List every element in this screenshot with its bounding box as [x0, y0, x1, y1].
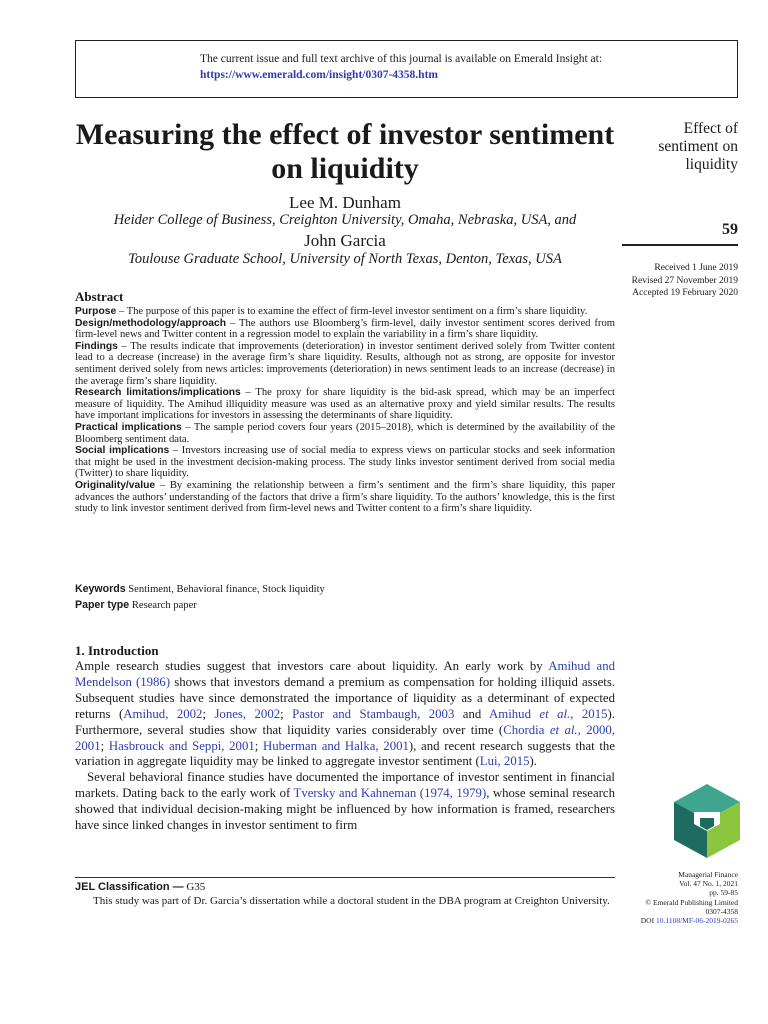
- running-head: [620, 120, 738, 174]
- jel-classification: [75, 881, 205, 893]
- abstract-section: [75, 306, 615, 318]
- running-head-line: liquidity: [685, 156, 738, 173]
- introduction-body: [75, 659, 615, 834]
- text: , whose seminal research showed that individual decision-making might be influenced by how information is framed, researchers have since linked changes in investor sentiment to firm: [75, 786, 615, 833]
- abstract-label: Design/methodology/approach: [75, 317, 227, 329]
- abstract-text: – Investors increasing use of social media to express views on particular stocks and seek information that might be used in the investment decision-making process. The study links investor sentiment derived from social media (Twitter) to share liquidity.: [75, 445, 615, 480]
- abstract-section: [75, 341, 615, 387]
- footnote-rule: [75, 877, 615, 878]
- article-title: Measuring the effect of investor sentiment on liquidity: [75, 118, 615, 185]
- citation-link[interactable]: Tversky and Kahneman (1974, 1979): [293, 786, 487, 801]
- margin-rule: [622, 244, 738, 246]
- citation-etal: et al.: [539, 706, 571, 721]
- citation-link[interactable]: Amihud, 2002: [123, 706, 203, 721]
- abstract-section: [75, 445, 615, 480]
- abstract-section: [75, 387, 615, 422]
- abstract-label: Social implications: [75, 445, 170, 457]
- page-number: 59: [722, 221, 738, 238]
- section-heading-introduction: 1. Introduction: [75, 643, 159, 658]
- keywords-text: Sentiment, Behavioral finance, Stock liquidity: [125, 584, 325, 595]
- abstract-label: Research limitations/implications: [75, 387, 241, 399]
- citation-text: Chordia: [503, 722, 550, 737]
- citation-link[interactable]: Huberman and Halka, 2001: [263, 738, 409, 753]
- abstract-text: – The proxy for share liquidity is the bid-ask spread, which may be an imperfect measure of liquidity. The Amihud illiquidity measure was used as an alternative proxy and yield similar results. The results have important implications for investors in assessing the determinants of share liquidity.: [75, 387, 615, 422]
- doi-link[interactable]: 10.1108/MF-06-2019-0265: [655, 916, 738, 926]
- paragraph: [75, 770, 615, 834]
- journal-info: [600, 870, 738, 925]
- abstract-body: [75, 306, 615, 515]
- text: ;: [100, 738, 109, 753]
- paper-type: [75, 599, 615, 611]
- paper-type-label: Paper type: [75, 599, 130, 611]
- author-affiliation-1: Heider College of Business, Creighton University, Omaha, Nebraska, USA, and: [113, 212, 577, 228]
- text: ).: [529, 754, 537, 769]
- abstract-heading: Abstract: [75, 289, 124, 304]
- text: Several behavioral finance studies have documented the importance of investor sentiment in financial markets. Dating back to the early work of: [75, 770, 615, 801]
- text: ;: [280, 706, 293, 721]
- citation-etal: et al.: [549, 722, 578, 737]
- citation-text: , 2000, 2001: [75, 722, 615, 753]
- citation-link[interactable]: Lui, 2015: [479, 754, 530, 769]
- revised-date: Revised 27 November 2019: [631, 275, 738, 286]
- citation-link[interactable]: Jones, 2002: [214, 706, 281, 721]
- jel-label: JEL Classification —: [75, 881, 184, 893]
- text: and: [454, 706, 490, 721]
- paper-type-text: Research paper: [129, 600, 197, 611]
- received-date: Received 1 June 2019: [654, 263, 738, 273]
- doi-label: DOI: [640, 916, 656, 926]
- abstract-text: – The results indicate that improvements (deterioration) in investor sentiment derived solely from Twitter content lead to a decrease (increase) in the average firm’s share liquidity. Results, although not as strong, are opposite for investor sentiment derived solely from news articles: improvements (deterioration) in news sentiment leads to an increase (decrease) in the average firm’s share liquidity.: [75, 340, 615, 387]
- abstract-text: – The sample period covers four years (2015–2018), which is determined by the availability of the Bloomberg sentiment data.: [75, 421, 615, 445]
- citation-link[interactable]: Pastor and Stambaugh, 2003: [292, 706, 455, 721]
- text: ;: [254, 738, 263, 753]
- keywords: [75, 583, 615, 595]
- citation-link[interactable]: [489, 707, 608, 721]
- journal-issn: 0307-4358: [705, 906, 738, 916]
- text: ). Furthermore, several studies show that liquidity varies considerably over time (: [75, 706, 615, 737]
- journal-notice-box: [75, 40, 738, 98]
- text: shows that investors demand a premium as compensation for holding illiquid assets. Subsequent studies have since demonstrated the importance of liquidity as a determinant of expected returns (: [75, 674, 616, 721]
- abstract-section: [75, 422, 615, 445]
- abstract-section: [75, 480, 615, 515]
- journal-publisher: © Emerald Publishing Limited: [645, 897, 738, 907]
- abstract-text: – By examining the relationship between a firm’s sentiment and the firm’s share liquidity, this paper advances the authors’ understanding of the factors that drive a firm’s share liquidity. To the authors’ knowledge, this is the first study to link investor sentiment derived from firm-level news and Twitter content to a firm’s share liquidity.: [75, 479, 615, 515]
- citation-link[interactable]: Hasbrouck and Seppi, 2001: [108, 738, 255, 753]
- running-head-line: Effect of: [683, 120, 738, 137]
- text: ;: [202, 706, 215, 721]
- abstract-label: Findings: [75, 340, 118, 352]
- footnote: This study was part of Dr. Garcia’s dissertation while a doctoral student in the DBA program at Creighton University.: [93, 895, 610, 907]
- abstract-text: – The authors use Bloomberg’s firm-level, daily investor sentiment scores derived from firm-level news and Twitter content in a regression model to explain the variability in a firm’s share liquidity.: [75, 317, 615, 341]
- citation-text: Amihud: [489, 706, 540, 721]
- notice-text: The current issue and full text archive of this journal is available on Emerald Insight at:: [200, 53, 603, 65]
- accepted-date: Accepted 19 February 2020: [632, 288, 738, 298]
- abstract-section: [75, 318, 615, 341]
- author-name-2: John Garcia: [304, 231, 386, 250]
- running-head-line: sentiment on: [658, 138, 738, 155]
- submission-dates: [600, 262, 738, 300]
- citation-link[interactable]: Amihud and Mendelson (1986): [75, 659, 616, 689]
- journal-volume: Vol. 47 No. 1, 2021: [679, 879, 738, 889]
- keywords-label: Keywords: [75, 583, 126, 595]
- author-name-1: Lee M. Dunham: [289, 193, 401, 212]
- abstract-label: Originality/value: [75, 479, 156, 491]
- emerald-logo-icon: [672, 782, 742, 860]
- abstract-label: Practical implications: [75, 421, 182, 433]
- jel-code: G35: [183, 881, 206, 893]
- text: ), and recent research suggests that the variation in aggregate liquidity may be linked to aggregate investor sentiment (: [75, 738, 615, 769]
- author-affiliation-2: Toulouse Graduate School, University of North Texas, Denton, Texas, USA: [128, 251, 562, 267]
- abstract-text: – The purpose of this paper is to examine the effect of firm-level investor sentiment on a firm’s share liquidity.: [116, 306, 588, 317]
- text: Ample research studies suggest that investors care about liquidity. An early work by: [75, 659, 549, 673]
- citation-text: , 2015: [570, 706, 608, 721]
- journal-name: Managerial Finance: [678, 870, 738, 879]
- abstract-label: Purpose: [75, 306, 117, 317]
- journal-doi: [600, 916, 738, 925]
- paragraph: [75, 659, 615, 770]
- journal-pages: pp. 59-85: [709, 888, 738, 898]
- journal-archive-link[interactable]: https://www.emerald.com/insight/0307-4358.htm: [200, 69, 438, 81]
